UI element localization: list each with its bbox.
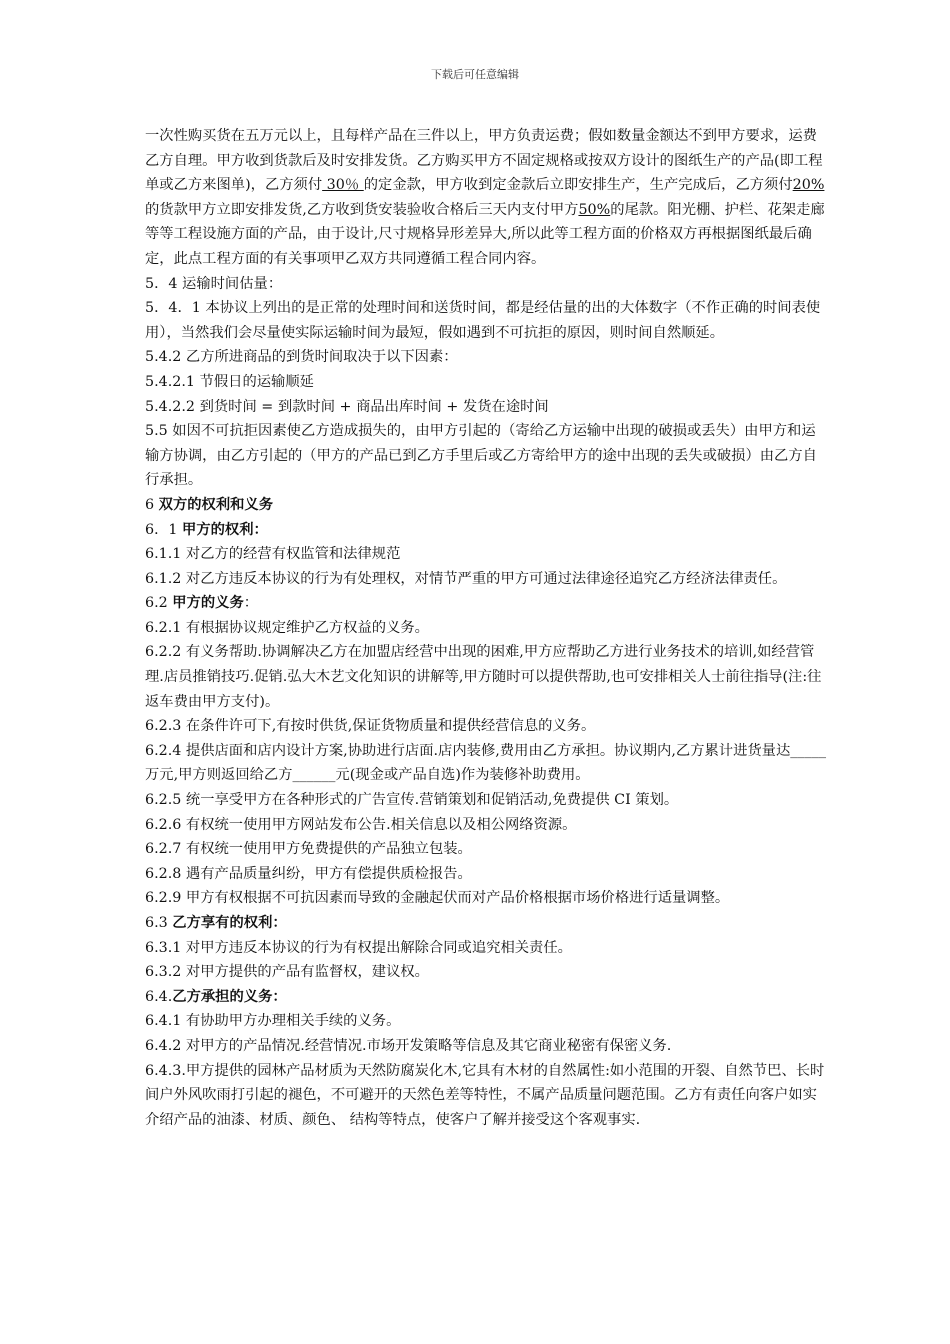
paragraph-text: 5.5 如因不可抗拒因素使乙方造成损失的，由甲方引起的（寄给乙方运输中出现的破损或丢失）由甲方和运输方协调，由乙方引起的（甲方的产品已到乙方手里后或乙方寄给甲方的途中出现的丢失或破损）由乙方自行承担。 bbox=[145, 423, 817, 489]
paragraph-text: 6.2.7 有权统一使用甲方免费提供的产品独立包装。 bbox=[145, 841, 472, 858]
underlined-value: 30％ bbox=[322, 177, 364, 194]
paragraph-text: 6.2.3 在条件许可下,有按时供货,保证货物质量和提供经营信息的义务。 bbox=[145, 718, 596, 735]
paragraph bbox=[145, 640, 827, 714]
paragraph bbox=[145, 419, 827, 493]
paragraph bbox=[145, 345, 827, 370]
paragraph bbox=[145, 714, 827, 739]
paragraph-text: 6．1 bbox=[145, 521, 183, 538]
paragraph bbox=[145, 370, 827, 395]
section-heading: 双方的权利和义务 bbox=[158, 496, 274, 513]
paragraph-text: 6.2.1 有根据协议规定维护乙方权益的义务。 bbox=[145, 619, 429, 636]
paragraph-text: 5.4.2 乙方所进商品的到货时间取决于以下因素： bbox=[145, 349, 458, 366]
underlined-value: 20% bbox=[792, 177, 825, 194]
paragraph bbox=[145, 911, 827, 936]
paragraph-text: 6.3.2 对甲方提供的产品有监督权，建议权。 bbox=[145, 964, 429, 981]
paragraph-text: 6.4.2 对甲方的产品情况.经营情况.市场开发策略等信息及其它商业秘密有保密义务. bbox=[145, 1037, 672, 1054]
paragraph-text: 6.1.2 对乙方违反本协议的行为有处理权，对情节严重的甲方可通过法律途径追究乙方经济法律责任。 bbox=[145, 570, 787, 587]
page-header: 下载后可任意编辑 bbox=[431, 68, 519, 81]
paragraph-text: 6 bbox=[145, 496, 159, 513]
paragraph bbox=[145, 616, 827, 641]
paragraph bbox=[145, 862, 827, 887]
paragraph-text: 6.2.8 遇有产品质量纠纷，甲方有偿提供质检报告。 bbox=[145, 865, 472, 882]
paragraph-text: 5．4 运输时间估量： bbox=[145, 275, 283, 292]
paragraph bbox=[145, 124, 827, 272]
paragraph-text: 6.2.6 有权统一使用甲方网站发布公告.相关信息以及相公网络资源。 bbox=[145, 816, 577, 833]
section-heading: 甲方的权利： bbox=[182, 521, 268, 538]
paragraph-text: 6.4.3.甲方提供的园林产品材质为天然防腐炭化木,它具有木材的自然属性:如小范围的开裂、自然节巴、长时间户外风吹雨打引起的褪色，不可避开的天然色差等特性，不属产品质量问题范围。乙方有责任向客户如实介绍产品的油漆、材质、颜色、 结构等特点，使客户了解并接受这个客观事实. bbox=[145, 1062, 825, 1128]
section-heading: 乙方承担的义务： bbox=[172, 988, 287, 1005]
paragraph-text: 5.4.2.1 节假日的运输顺延 bbox=[145, 373, 314, 390]
paragraph bbox=[145, 518, 827, 543]
paragraph-text: 的货款甲方立即安排发货,乙方收到货安装验收合格后三天内支付甲方 bbox=[145, 201, 579, 218]
paragraph-text: 6.3 bbox=[145, 915, 173, 931]
paragraph bbox=[145, 739, 827, 788]
paragraph bbox=[145, 1059, 827, 1133]
paragraph bbox=[145, 272, 827, 297]
paragraph bbox=[145, 591, 827, 616]
paragraph-text: 6.4. bbox=[145, 988, 173, 1005]
paragraph-text: 的尾款。阳光棚、护栏、花架走廊等等工程设施方面的产品，由于设计,尺寸规格异形差异大,所以此等工程方面的价格双方再根据图纸最后确定，此点工程方面的有关事项甲乙双方共同遵循工程合同内容。 bbox=[145, 201, 825, 267]
paragraph-text: 6.2.2 有义务帮助.协调解决乙方在加盟店经营中出现的困难,甲方应帮助乙方进行业务技术的培训,如经营管理.店员推销技巧.促销.弘大木艺文化知识的讲解等,甲方随时可以提供帮助,也可安排相关人士前往指导(注:往返车费由甲方支付)。 bbox=[145, 644, 822, 710]
paragraph-text: 6.2.4 提供店面和店内设计方案,协助进行店面.店内装修,费用由乙方承担。协议期内,乙方累计进货量达_____万元,甲方则返回给乙方______元(现金或产品自选)作为装修补助费用。 bbox=[145, 742, 827, 784]
paragraph bbox=[145, 813, 827, 838]
section-heading: 甲方的义务 bbox=[172, 595, 244, 612]
paragraph bbox=[145, 493, 827, 518]
paragraph bbox=[145, 837, 827, 862]
paragraph bbox=[145, 567, 827, 592]
section-heading: 乙方享有的权利： bbox=[172, 915, 287, 931]
paragraph bbox=[145, 788, 827, 813]
paragraph-text: 6.4.1 有协助甲方办理相关手续的义务。 bbox=[145, 1013, 401, 1030]
paragraph bbox=[145, 395, 827, 420]
underlined-value: 50% bbox=[578, 201, 611, 218]
paragraph bbox=[145, 296, 827, 345]
paragraph bbox=[145, 960, 827, 985]
paragraph-text: ： bbox=[243, 595, 259, 612]
paragraph bbox=[145, 936, 827, 961]
paragraph-text: 6.2 bbox=[145, 595, 173, 612]
paragraph-text: 6.2.9 甲方有权根据不可抗因素而导致的金融起伏而对产品价格根据市场价格进行适量调整。 bbox=[145, 890, 730, 907]
paragraph bbox=[145, 1034, 827, 1059]
paragraph-text: 6.2.5 统一享受甲方在各种形式的广告宣传.营销策划和促销活动,免费提供 CI 策划。 bbox=[145, 792, 679, 809]
paragraph bbox=[145, 1009, 827, 1034]
paragraph-text: 5.4.2.2 到货时间 = 到款时间 + 商品出库时间 + 发货在途时间 bbox=[145, 398, 549, 415]
paragraph-text: 一次性购买货在五万元以上，且每样产品在三件以上，甲方负责运费；假如数量金额达不到甲方要求，运费乙方自理。甲方收到货款后及时安排发货。乙方购买甲方不固定规格或按双方设计的图纸生产的产品(即工程单或乙方来图单)，乙方须付 bbox=[145, 128, 823, 194]
paragraph-text: 6.1.1 对乙方的经营有权监管和法律规范 bbox=[145, 546, 401, 563]
paragraph bbox=[145, 886, 827, 911]
paragraph bbox=[145, 542, 827, 567]
paragraph-text: 的定金款，甲方收到定金款后立即安排生产，生产完成后，乙方须付 bbox=[363, 177, 793, 194]
paragraph-text: 5．4．1 本协议上列出的是正常的处理时间和送货时间，都是经估量的出的大体数字（不作正确的时间表使用），当然我们会尽量使实际运输时间为最短，假如遇到不可抗拒的原因，则时间自然顺延。 bbox=[145, 300, 821, 341]
paragraph bbox=[145, 985, 827, 1010]
paragraph-text: 6.3.1 对甲方违反本协议的行为有权提出解除合同或追究相关责任。 bbox=[145, 939, 572, 956]
document-body bbox=[145, 124, 827, 1132]
